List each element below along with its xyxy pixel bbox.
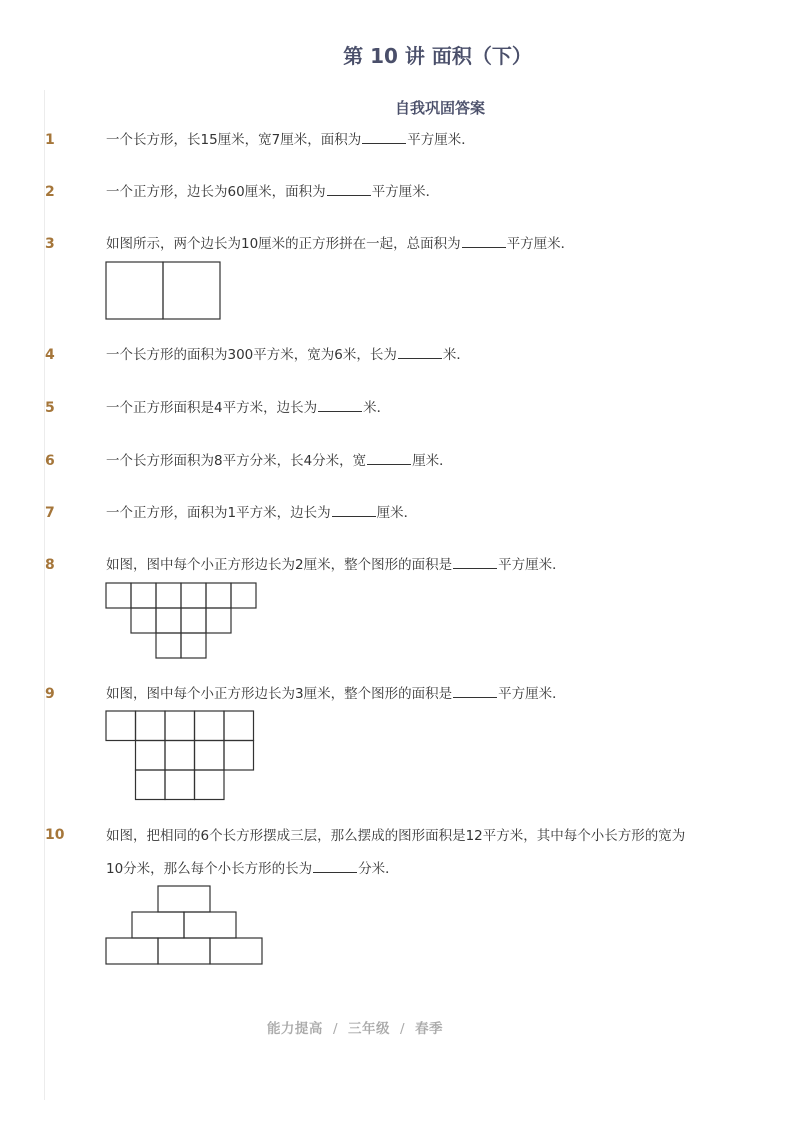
- answer-blank[interactable]: [318, 397, 362, 412]
- question-text-before: 一个正方形，面积为1平方米，边长为: [106, 505, 331, 521]
- figure-rectangle-pyramid: [105, 885, 265, 967]
- question-text: [106, 124, 746, 157]
- question-number: 4: [45, 347, 55, 363]
- question-text: [106, 339, 746, 372]
- question-number: 3: [45, 236, 55, 252]
- answer-blank[interactable]: [453, 683, 497, 698]
- grid-square: [106, 711, 136, 741]
- question-text-before: 一个正方形，边长为60厘米，面积为: [106, 184, 326, 200]
- footer-term: 春季: [415, 1021, 444, 1037]
- footer-grade: 三年级: [348, 1021, 390, 1037]
- question-text-after: 平方厘米．: [498, 686, 566, 702]
- grid-square: [181, 583, 206, 608]
- question-text: [106, 678, 746, 711]
- question-number: 10: [45, 827, 65, 843]
- footer-separator: /: [332, 1021, 338, 1037]
- grid-square: [131, 583, 156, 608]
- answer-blank[interactable]: [453, 554, 497, 569]
- grid-square: [156, 633, 181, 658]
- grid-square: [195, 711, 225, 741]
- question-number: 6: [45, 453, 55, 469]
- question-text-before: 10分米，那么每个小长方形的长为: [106, 861, 313, 877]
- question-text-before: 如图，图中每个小正方形边长为3厘米，整个图形的面积是: [106, 686, 453, 702]
- question-text: [106, 497, 746, 530]
- grid-square: [224, 711, 254, 741]
- figure-inverted-triangle-grid: [105, 582, 259, 660]
- question-text: [106, 176, 746, 209]
- question-text: [106, 228, 746, 261]
- answer-blank[interactable]: [332, 502, 376, 517]
- answer-blank[interactable]: [398, 344, 442, 359]
- small-rectangle: [210, 938, 262, 964]
- square: [163, 262, 220, 319]
- question-number: 9: [45, 686, 55, 702]
- grid-square: [106, 583, 131, 608]
- footer-course: 能力提高: [266, 1021, 323, 1037]
- answer-blank[interactable]: [327, 181, 371, 196]
- question-text-after: 厘米．: [376, 505, 418, 521]
- question-number: 8: [45, 557, 55, 573]
- small-rectangle: [158, 886, 210, 912]
- question-text-before: 如图所示，两个边长为10厘米的正方形拼在一起，总面积为: [106, 236, 461, 252]
- figure-stepped-grid: [105, 710, 257, 802]
- grid-square: [136, 770, 166, 800]
- small-rectangle: [106, 938, 158, 964]
- question-number: 7: [45, 505, 55, 521]
- small-rectangle: [184, 912, 236, 938]
- grid-square: [165, 741, 195, 771]
- question-text: [106, 392, 746, 425]
- answer-blank[interactable]: [362, 129, 406, 144]
- question-text-before: 如图，图中每个小正方形边长为2厘米，整个图形的面积是: [106, 557, 453, 573]
- grid-square: [136, 741, 166, 771]
- grid-square: [195, 741, 225, 771]
- question-text-line1: 如图，把相同的6个长方形摆成三层，那么摆成的图形面积是12平方米，其中每个小长方形的宽为: [106, 828, 686, 844]
- grid-square: [231, 583, 256, 608]
- question-text-before: 一个长方形面积为8平方分米，长4分米，宽: [106, 453, 367, 469]
- small-rectangle: [132, 912, 184, 938]
- page-title: 第 10 讲 面积（下）: [343, 44, 532, 68]
- question-text-after: 厘米．: [412, 453, 453, 469]
- grid-square: [181, 608, 206, 633]
- question-text-after: 米．: [442, 347, 470, 363]
- footer-separator: /: [400, 1021, 406, 1037]
- question-text-after: 平方厘米．: [371, 184, 440, 200]
- question-text-before: 一个正方形面积是4平方米，边长为: [106, 400, 318, 416]
- square: [106, 262, 163, 319]
- question-text-before: 一个长方形，长15厘米，宽7厘米，面积为: [106, 132, 362, 148]
- page-footer: [0, 1017, 710, 1037]
- question-text: [106, 853, 746, 886]
- grid-square: [131, 608, 156, 633]
- small-rectangle: [158, 938, 210, 964]
- grid-square: [195, 770, 225, 800]
- grid-square: [206, 583, 231, 608]
- grid-square: [156, 583, 181, 608]
- grid-square: [206, 608, 231, 633]
- section-subtitle: 自我巩固答案: [394, 99, 485, 117]
- grid-square: [165, 711, 195, 741]
- question-number: 5: [45, 400, 55, 416]
- question-text-after: 米．: [363, 400, 391, 416]
- question-text-before: 一个长方形的面积为300平方米，宽为6米，长为: [106, 347, 397, 363]
- grid-square: [165, 770, 195, 800]
- question-text-after: 平方厘米．: [506, 236, 575, 252]
- grid-square: [224, 741, 254, 771]
- answer-blank[interactable]: [462, 233, 506, 248]
- question-text-after: 分米．: [358, 861, 399, 877]
- answer-blank[interactable]: [367, 450, 411, 465]
- question-text: [106, 445, 746, 478]
- figure-two-squares: [105, 261, 223, 321]
- question-text-after: 平方厘米．: [407, 132, 475, 148]
- grid-square: [181, 633, 206, 658]
- grid-square: [156, 608, 181, 633]
- answer-blank[interactable]: [313, 858, 357, 873]
- question-text: [106, 549, 746, 582]
- grid-square: [136, 711, 166, 741]
- question-number: 2: [45, 184, 55, 200]
- question-text-after: 平方厘米．: [498, 557, 566, 573]
- question-number: 1: [45, 132, 55, 148]
